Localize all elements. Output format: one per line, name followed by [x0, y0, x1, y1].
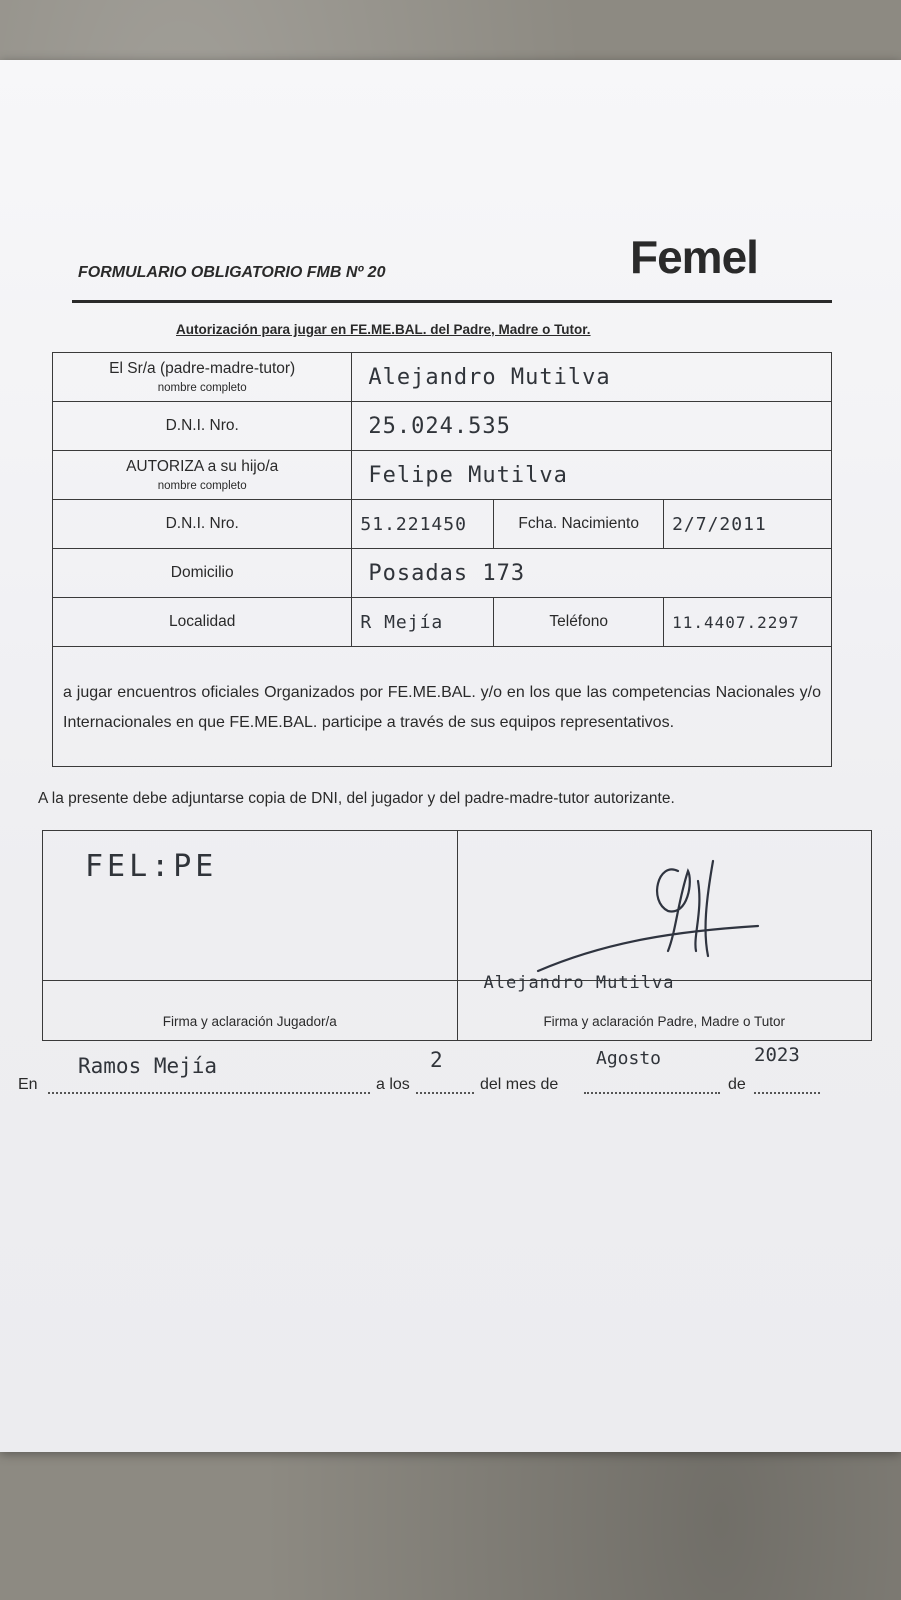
footer-a-los-label: a los [376, 1076, 410, 1093]
child-label: AUTORIZA a su hijo/a [126, 458, 279, 475]
year-line [754, 1092, 820, 1094]
parent-signature-label: Firma y aclaración Padre, Madre o Tutor [543, 1014, 786, 1029]
footer-en-label: En [18, 1076, 38, 1093]
birth-date-label: Fcha. Nacimiento [494, 500, 664, 549]
place-line [48, 1092, 370, 1094]
phone-label: Teléfono [494, 598, 664, 647]
player-signature-box[interactable] [43, 831, 458, 981]
locality-field[interactable]: R Mejía [352, 598, 494, 647]
player-signature-label: Firma y aclaración Jugador/a [43, 981, 458, 1041]
day-line [416, 1092, 474, 1094]
footer-mes-label: del mes de [480, 1076, 559, 1093]
parent-name-row [53, 353, 832, 402]
date-place-line [18, 1044, 888, 1102]
signature-table [42, 830, 872, 1041]
logo: Femel [630, 231, 758, 283]
parent-dni-field[interactable]: 25.024.535 [352, 402, 832, 451]
footer-month[interactable]: Agosto [596, 1048, 662, 1069]
player-signature: FEL:PE [85, 849, 218, 884]
parent-label-cell [53, 353, 352, 402]
parent-signature-mark [528, 841, 788, 981]
address-label: Domicilio [53, 549, 352, 598]
child-dni-row [53, 500, 832, 549]
parent-dni-row [53, 402, 832, 451]
attachment-note: A la presente debe adjuntarse copia de DNI, del jugador y del padre-madre-tutor autorizante. [38, 790, 675, 807]
locality-label: Localidad [53, 598, 352, 647]
parent-dni-label: D.N.I. Nro. [53, 402, 352, 451]
birth-date-field[interactable]: 2/7/2011 [664, 500, 832, 549]
parent-clarification: Alejandro Mutilva [483, 973, 675, 993]
child-dni-label: D.N.I. Nro. [53, 500, 352, 549]
child-name-field[interactable]: Felipe Mutilva [352, 451, 832, 500]
parent-signature-label-cell [457, 973, 872, 1041]
footer-de-label: de [728, 1076, 746, 1093]
authorization-text: a jugar encuentros oficiales Organizados por FE.ME.BAL. y/o en los que las competencias Nacionales y/o Internacionales en que FE.ME.BAL. participe a través de sus equipos representativos. [53, 647, 832, 767]
address-row [53, 549, 832, 598]
child-name-row [53, 451, 832, 500]
authorization-text-row [53, 647, 832, 767]
parent-name-field[interactable]: Alejandro Mutilva [352, 353, 832, 402]
phone-field[interactable]: 11.4407.2297 [664, 598, 832, 647]
form-title: FORMULARIO OBLIGATORIO FMB Nº 20 [78, 264, 386, 281]
footer-year[interactable]: 2023 [754, 1044, 800, 1066]
footer-day[interactable]: 2 [430, 1048, 443, 1072]
child-dni-field[interactable]: 51.221450 [352, 500, 494, 549]
parent-label: El Sr/a (padre-madre-tutor) [109, 360, 296, 377]
form-subtitle: Autorización para jugar en FE.ME.BAL. del Padre, Madre o Tutor. [176, 322, 591, 337]
address-field[interactable]: Posadas 173 [352, 549, 832, 598]
title-divider [72, 300, 832, 303]
child-sublabel: nombre completo [157, 480, 247, 492]
footer-place[interactable]: Ramos Mejía [78, 1054, 218, 1078]
parent-sublabel: nombre completo [157, 382, 247, 394]
child-label-cell [53, 451, 352, 500]
parent-signature-box[interactable] [457, 831, 872, 981]
locality-row [53, 598, 832, 647]
month-line [584, 1092, 720, 1094]
authorization-table [52, 352, 832, 767]
